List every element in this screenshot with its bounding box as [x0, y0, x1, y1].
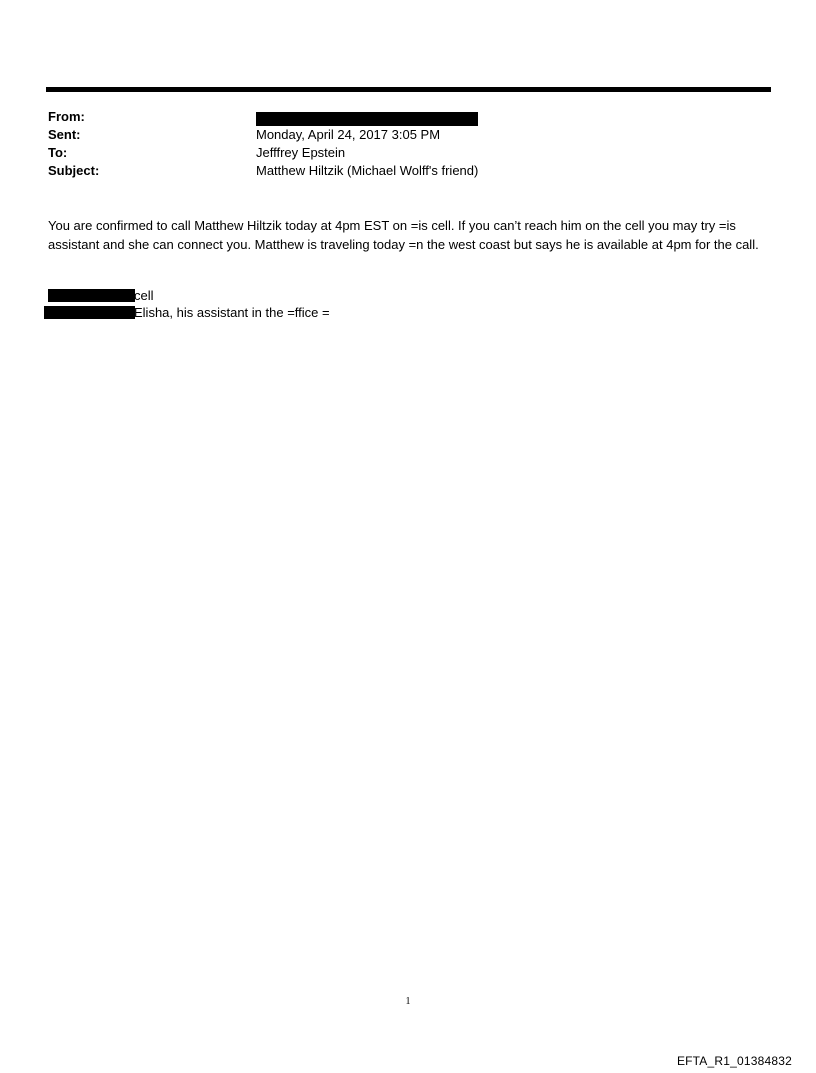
from-label: From:	[48, 109, 85, 124]
redaction-bar	[256, 112, 478, 126]
sent-row	[48, 126, 748, 144]
from-value	[256, 108, 478, 126]
sent-value: Monday, April 24, 2017 3:05 PM	[256, 127, 441, 142]
redaction-bar	[48, 289, 135, 302]
to-row	[48, 144, 748, 162]
email-header	[48, 108, 748, 180]
email-body: You are confirmed to call Matthew Hiltzik today at 4pm EST on =is cell. If you can’t reach him on the cell you may try =is assistant and she can connect you. Matthew is traveling today =n the west coast but says he is available at 4pm for the call.	[48, 218, 759, 252]
contact-label: cell	[134, 288, 154, 303]
contact-line-cell	[44, 287, 544, 304]
contact-label: Elisha, his assistant in the =ffice =	[134, 305, 330, 320]
subject-value: Matthew Hiltzik (Michael Wolff's friend)	[256, 163, 479, 178]
page-number: 1	[405, 996, 411, 1007]
sent-label: Sent:	[48, 127, 81, 142]
contact-list	[44, 287, 544, 321]
contact-line-assistant	[44, 304, 544, 321]
subject-label: Subject:	[48, 163, 100, 178]
document-id: EFTA_R1_01384832	[676, 1054, 792, 1068]
redaction-bar	[44, 306, 135, 319]
subject-row	[48, 162, 748, 180]
header-divider	[46, 87, 771, 92]
to-label: To:	[48, 145, 68, 160]
from-row	[48, 108, 748, 126]
to-value: Jefffrey Epstein	[256, 145, 346, 160]
